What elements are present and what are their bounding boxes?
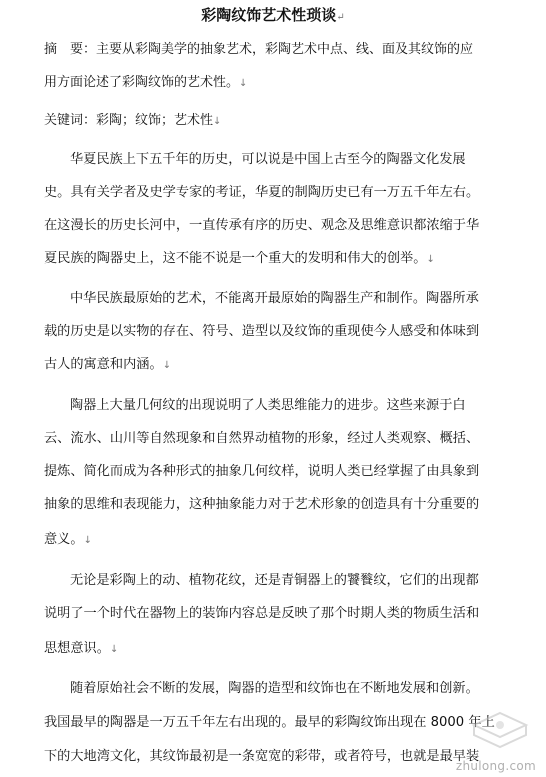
paragraph-line: 在这漫长的历史长河中，一直传承有序的历史、观念及思维意识都浓缩于华	[44, 218, 480, 233]
paragraph-line: 古人的寓意和内涵。↓	[44, 357, 172, 372]
paragraph-line: 下的大地湾文化，其纹饰最初是一条宽宽的彩带，或者符号，也就是最早装	[44, 749, 480, 764]
paragraph-line: 载的历史是以实物的存在、符号、造型以及纹饰的重现使今人感受和体味到	[44, 324, 480, 339]
abstract-line: 摘 要：主要从彩陶美学的抽象艺术，彩陶艺术中点、线、面及其纹饰的应	[44, 42, 474, 57]
watermark-text: zhulong.com	[455, 759, 536, 773]
paragraph-line: 思想意识。↓	[44, 641, 119, 656]
line-break-icon: ↓	[162, 360, 172, 371]
line-break-icon: ↓	[239, 78, 248, 89]
abstract-line: 用方面论述了彩陶纹饰的艺术性。↓	[44, 75, 248, 90]
paragraph-line: 我国最早的陶器是一万五千年左右出现的。最早的彩陶纹饰出现在 8000 年上	[44, 715, 495, 730]
watermark-logo-icon	[430, 707, 540, 763]
paragraph-line: 陶器上大量几何纹的出现说明了人类思维能力的进步。这些来源于白	[70, 398, 466, 413]
paragraph-line: 华夏民族上下五千年的历史，可以说是中国上古至今的陶器文化发展	[70, 152, 466, 167]
line-break-icon: ↓	[109, 644, 119, 655]
line-break-icon: ↓	[213, 116, 222, 127]
paragraph-line: 抽象的思维和表现能力，这种抽象能力对于艺术形象的创造具有十分重要的	[44, 497, 480, 512]
paragraph-line: 意义。↓	[44, 532, 92, 547]
paragraph-line: 随着原始社会不断的发展，陶器的造型和纹饰也在不断地发展和创新。	[70, 681, 479, 696]
line-break-icon: ↓	[83, 535, 92, 546]
title-text: 彩陶纹饰艺术性琐谈	[201, 6, 337, 24]
paragraph-line: 说明了一个时代在器物上的装饰内容总是反映了那个时期人类的物质生活和	[44, 606, 480, 621]
paragraph-line: 中华民族最原始的艺术，不能离开最原始的陶器生产和制作。陶器所承	[70, 291, 479, 306]
paragraph-line: 无论是彩陶上的动、植物花纹，还是青铜器上的饕餮纹，它们的出现都	[70, 573, 479, 588]
document-title	[0, 4, 546, 29]
paragraph-mark-icon: ↵	[336, 12, 345, 23]
keywords-line: 关键词：彩陶；纹饰；艺术性↓	[44, 113, 222, 128]
paragraph-line: 夏民族的陶器史上，这不能不说是一个重大的发明和伟大的创举。↓	[44, 251, 435, 266]
paragraph-line: 史。具有关学者及史学专家的考证，华夏的制陶历史已有一万五千年左右。	[44, 185, 480, 200]
line-break-icon: ↓	[426, 254, 435, 265]
paragraph-line: 提炼、简化而成为各种形式的抽象几何纹样，说明人类已经掌握了由具象到	[44, 464, 480, 479]
paragraph-line: 云、流水、山川等自然现象和自然界动植物的形象，经过人类观察、概括、	[44, 431, 480, 446]
